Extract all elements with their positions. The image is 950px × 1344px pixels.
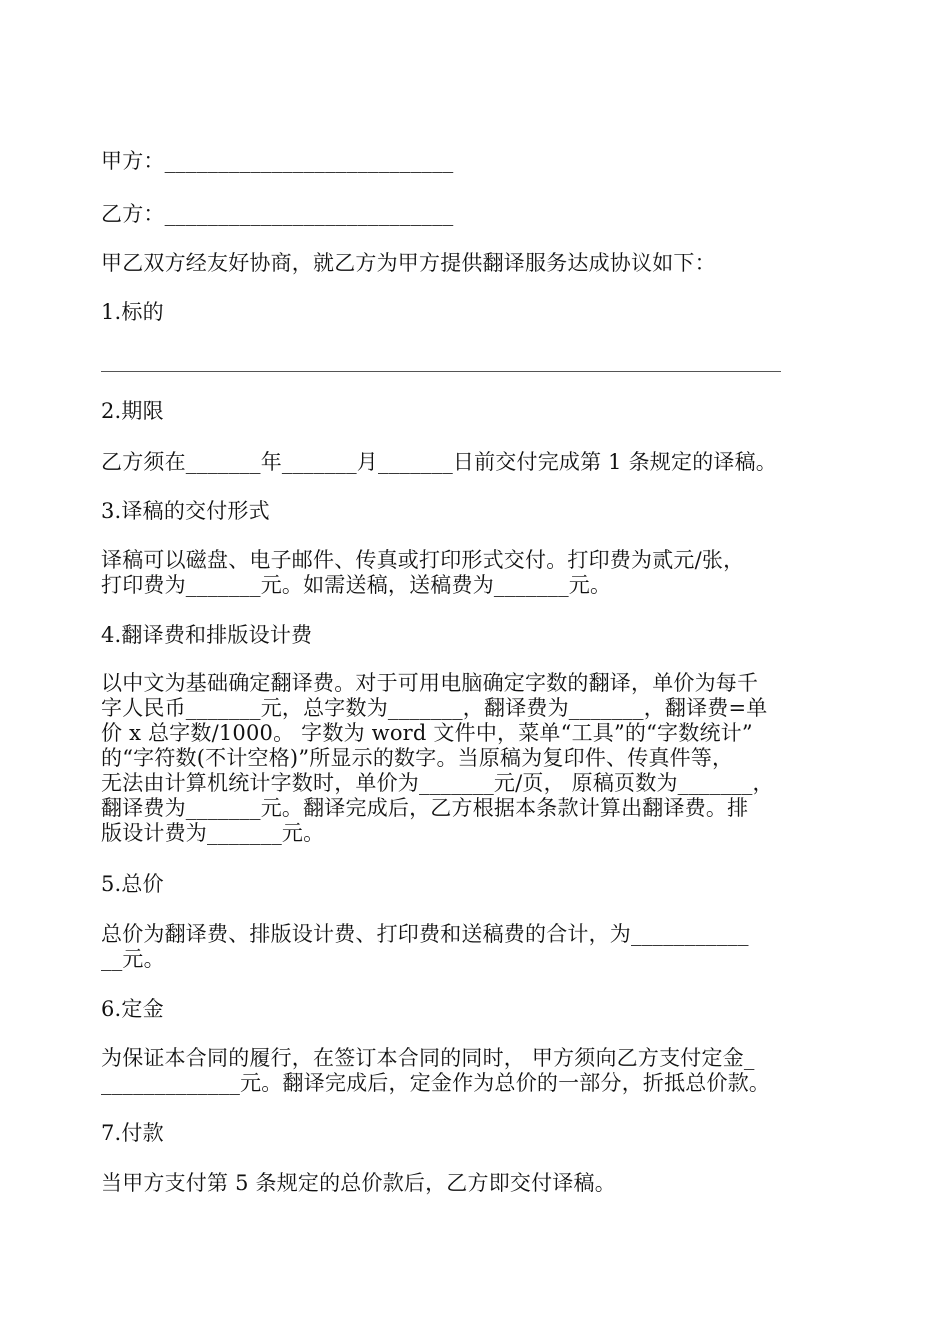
party-a-line: 甲方：___________________________	[101, 149, 454, 173]
section-2-body: 乙方须在_______年_______月_______日前交付完成第 1 条规定的译稿。	[101, 450, 778, 474]
section-2-title: 2.期限	[101, 399, 164, 423]
section-5-line: __元。	[101, 947, 165, 971]
section-3-title: 3.译稿的交付形式	[101, 499, 270, 523]
section-3-line: 打印费为_______元。如需送稿，送稿费为_______元。	[101, 573, 612, 597]
section-4-body	[101, 671, 861, 846]
section-4-line: 价 x 总字数/1000。 字数为 word 文件中，菜单“工具”的“字数统计”	[101, 721, 753, 745]
section-4-line: 无法由计算机统计字数时，单价为_______元/页， 原稿页数为_______，	[101, 771, 774, 795]
section-5-line: 总价为翻译费、排版设计费、打印费和送稿费的合计，为___________	[101, 922, 749, 946]
intro-text: 甲乙双方经友好协商，就乙方为甲方提供翻译服务达成协议如下：	[101, 251, 716, 275]
section-1-title: 1.标的	[101, 300, 164, 324]
section-7-title: 7.付款	[101, 1121, 164, 1145]
section-3-body	[101, 548, 861, 598]
section-6-title: 6.定金	[101, 997, 164, 1021]
section-4-line: 以中文为基础确定翻译费。对于可用电脑确定字数的翻译，单价为每千	[101, 671, 759, 695]
section-4-line: 字人民币_______元，总字数为_______，翻译费为_______，翻译费=单	[101, 696, 768, 720]
section-6-line: 为保证本合同的履行，在签订本合同的同时， 甲方须向乙方支付定金_	[101, 1046, 755, 1070]
section-4-title: 4.翻译费和排版设计费	[101, 623, 313, 647]
section-7-body: 当甲方支付第 5 条规定的总价款后，乙方即交付译稿。	[101, 1171, 616, 1195]
section-5-title: 5.总价	[101, 872, 164, 896]
section-3-line: 译稿可以磁盘、电子邮件、传真或打印形式交付。打印费为贰元/张，	[101, 548, 745, 572]
section-6-line: _____________元。翻译完成后，定金作为总价的一部分，折抵总价款。	[101, 1071, 771, 1095]
section-6-body	[101, 1046, 861, 1096]
section-5-body	[101, 922, 861, 972]
subject-blank-rule	[101, 371, 781, 372]
section-4-line: 的“字符数(不计空格)”所显示的数字。当原稿为复印件、传真件等，	[101, 746, 734, 770]
party-b-line: 乙方：___________________________	[101, 202, 454, 226]
section-4-line: 翻译费为_______元。翻译完成后，乙方根据本条款计算出翻译费。排	[101, 796, 749, 820]
section-4-line: 版设计费为_______元。	[101, 821, 325, 845]
